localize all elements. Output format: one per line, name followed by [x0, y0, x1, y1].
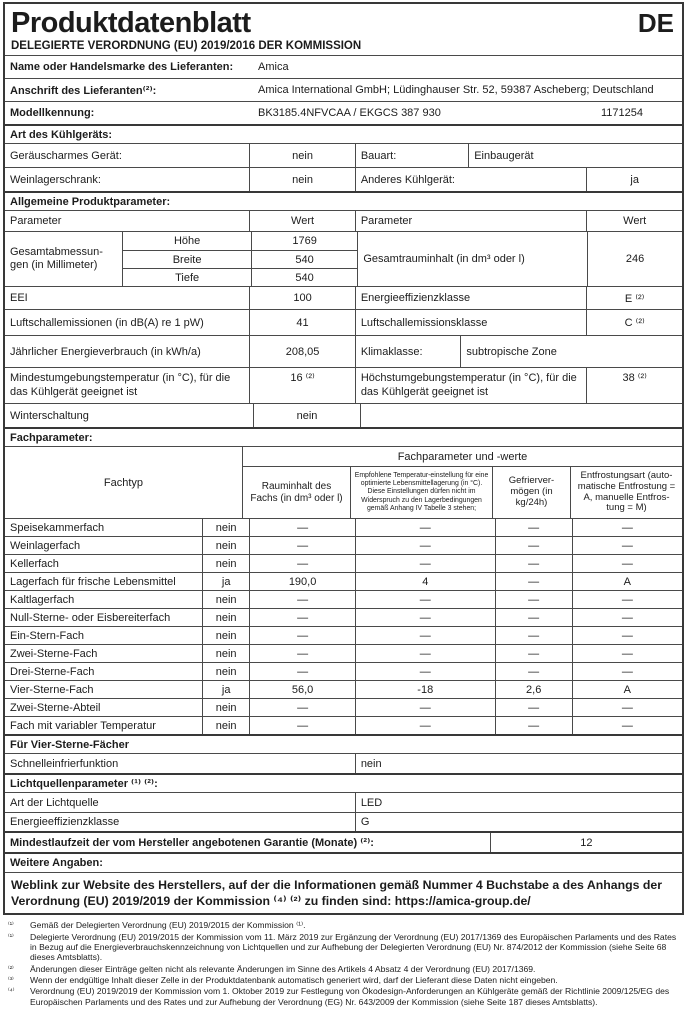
regulation-subtitle: DELEGIERTE VERORDNUNG (EU) 2019/2016 DER KOMMISSION [11, 40, 362, 52]
noise-label: Luftschallemissionen (in dB(A) re 1 pW) [10, 316, 204, 329]
other-appliance-label: Anderes Kühlgerät: [355, 168, 587, 191]
weblink-row [5, 872, 682, 913]
compartment-temp: — [355, 663, 495, 680]
compartment-name: Vier-Sterne-Fach [10, 683, 94, 696]
width-label: Breite [172, 253, 202, 266]
compartment-present: nein [202, 645, 249, 662]
compartment-name: Ein-Stern-Fach [10, 629, 84, 642]
footnote-marker: ⁽¹⁾ [8, 933, 14, 941]
table-row [5, 662, 682, 680]
footnote-text: Änderungen dieser Einträge gelten nicht als relevante Änderungen im Sinne des Artikels 4 Absatz 4 der Verordnung (EU) 2017/1369. [30, 963, 536, 974]
light-source-label: Art der Lichtquelle [10, 796, 99, 809]
compartment-defrost: — [572, 645, 682, 662]
compartment-volume: — [249, 591, 354, 608]
winter-setting-label: Winterschaltung [10, 409, 89, 422]
climate-class-value: subtropische Zone [460, 336, 682, 367]
supplier-address-label: Anschrift des Lieferanten⁽²⁾: [10, 84, 157, 97]
fast-freeze-label: Schnelleinfrierfunktion [10, 757, 119, 770]
compartment-name: Drei-Sterne-Fach [10, 665, 95, 678]
table-row [5, 626, 682, 644]
compartment-name: Null-Sterne- oder Eisbereiterfach [10, 611, 171, 624]
dimensions-subtable [122, 232, 357, 286]
light-class-row [5, 812, 682, 831]
compartment-defrost: — [572, 609, 682, 626]
eei-label: EEI [10, 292, 28, 304]
volume-column-header: Rauminhalt des Fachs (in dm³ oder l) [250, 481, 343, 504]
dimensions-row [5, 231, 682, 286]
max-ambient-label: Höchstumgebungstemperatur (in °C), für die das Kühlgerät geeignet ist [355, 368, 587, 403]
general-column-header-row [5, 210, 682, 231]
energy-class-value: E ⁽²⁾ [586, 287, 682, 309]
temp-setting-column-header: Empfohlene Temperatur-einstellung für eine optimierte Lebensmittellagerung (in °C). Diese Einstellungen dürfen nicht im Widerspruch zu den Lagerbedingungen gemäß Anhang IV Tabelle 3 stehen; [350, 467, 492, 518]
compartment-volume: — [249, 519, 354, 536]
freezing-capacity-column-header: Gefriervermögen (in kg/24h) [492, 467, 570, 518]
section-general-title: Allgemeine Produktparameter: [10, 195, 171, 208]
section-type-header-row [5, 124, 682, 143]
datasheet-table [3, 2, 684, 915]
footnote-text: Wenn der endgültige Inhalt dieser Zelle in der Produktdatenbank automatisch generiert wird, darf der Lieferant diese Daten nicht eingeben. [30, 975, 558, 985]
section-general-header-row [5, 191, 682, 210]
compartment-present: nein [202, 591, 249, 608]
wine-storage-label: Weinlagerschrank: [10, 173, 101, 186]
table-row [5, 554, 682, 572]
compartment-temp: — [355, 537, 495, 554]
footnotes [3, 915, 684, 1007]
compartment-present: nein [202, 519, 249, 536]
fast-freeze-value: nein [355, 754, 682, 773]
width-value: 540 [251, 251, 358, 268]
model-id-value: BK3185.4NFVCAA / EKGCS 387 930 [258, 107, 441, 119]
min-ambient-label: Mindestumgebungstemperatur (in °C), für die das Kühlgerät geeignet ist [10, 372, 231, 398]
compartment-defrost: A [572, 681, 682, 698]
climate-class-label: Klimaklasse: [355, 336, 461, 367]
footnote-marker: ⁽¹⁾ [8, 922, 14, 930]
compartment-volume: — [249, 663, 354, 680]
table-row [5, 698, 682, 716]
compartment-name: Kellerfach [10, 557, 59, 570]
compartment-present: nein [202, 717, 249, 734]
height-value: 1769 [251, 232, 358, 250]
compartment-temp: — [355, 627, 495, 644]
compartment-temp: — [355, 645, 495, 662]
compartment-defrost: A [572, 573, 682, 590]
design-label: Bauart: [355, 144, 468, 167]
footnote [8, 986, 680, 1007]
footnote-marker: ⁽⁴⁾ [8, 988, 15, 996]
compartment-defrost: — [572, 537, 682, 554]
compartment-present: nein [202, 663, 249, 680]
compartment-volume: 56,0 [249, 681, 354, 698]
compartment-defrost: — [572, 627, 682, 644]
noise-class-label: Luftschallemissionsklasse [355, 310, 587, 335]
depth-value: 540 [251, 269, 358, 286]
param-right-header: Parameter [355, 211, 587, 231]
compartment-volume: — [249, 627, 354, 644]
footnote-text: Verordnung (EU) 2019/2019 der Kommission vom 1. Oktober 2019 zur Festlegung von Ökodesign-Anforderungen an Kühlgeräte gemäß der Richtlinie 2009/125/EG des Europäischen Parlaments und des Rates und zur Aufhebung der Verordnung (EG) Nr. 643/2009 der Kommission (siehe Seite 187 dieses Amtsblatts). [30, 986, 670, 1007]
compartment-volume: — [249, 609, 354, 626]
total-volume-value: 246 [587, 232, 682, 286]
table-row [5, 716, 682, 734]
compartment-freeze: — [495, 699, 572, 716]
compartment-present: nein [202, 537, 249, 554]
compartment-name: Kaltlagerfach [10, 593, 75, 606]
warranty-row [5, 831, 682, 852]
fachtyp-header: Fachtyp [103, 476, 144, 489]
section-light-header-row [5, 773, 682, 792]
footnote [8, 975, 680, 985]
noise-row [5, 309, 682, 335]
supplier-name-row [5, 55, 682, 78]
compartment-defrost: — [572, 519, 682, 536]
warranty-label: Mindestlaufzeit der vom Hersteller angebotenen Garantie (Monate) ⁽²⁾: [10, 837, 374, 849]
compartment-present: nein [202, 555, 249, 572]
max-ambient-value: 38 ⁽²⁾ [586, 368, 682, 403]
defrost-type-column-header: Entfrostungsart (automatische Entfrostung = A, manuelle Entfrostung = M) [570, 467, 682, 518]
compartment-freeze: — [495, 591, 572, 608]
min-ambient-value: 16 ⁽²⁾ [249, 368, 355, 403]
supplier-name-value: Amica [258, 61, 289, 73]
manufacturer-weblink[interactable]: Weblink zur Website des Herstellers, auf der die Informationen gemäß Nummer 4 Buchstabe a des Anhangs der Verordnung (EU) 2019/2019 der Kommission ⁽⁴⁾ ⁽²⁾ zu finden sind: https://amica-group.de/ [11, 878, 662, 909]
compartment-name: Zwei-Sterne-Fach [10, 647, 98, 660]
page-title: Produktdatenblatt [11, 7, 251, 39]
header [5, 4, 682, 40]
compartment-volume: — [249, 555, 354, 572]
section-light-title: Lichtquellenparameter ⁽¹⁾ ⁽²⁾: [10, 778, 158, 790]
ambient-temperature-row [5, 367, 682, 403]
compartment-present: ja [202, 681, 249, 698]
wert-left-header: Wert [249, 211, 355, 231]
dimensions-label: Gesamtabmessungen (in Millimeter) [10, 245, 103, 271]
model-id-row [5, 101, 682, 124]
noise-value: 41 [249, 310, 355, 335]
compartment-temp: — [355, 717, 495, 734]
table-row [5, 608, 682, 626]
low-noise-value: nein [249, 144, 355, 167]
energy-class-label: Energieeffizienzklasse [355, 287, 587, 309]
compartment-params-group-header: Fachparameter und -werte [243, 447, 682, 467]
compartment-defrost: — [572, 591, 682, 608]
table-row [5, 143, 682, 167]
compartment-present: nein [202, 609, 249, 626]
compartment-present: nein [202, 627, 249, 644]
compartment-temp: 4 [355, 573, 495, 590]
table-row [5, 572, 682, 590]
compartment-temp: — [355, 591, 495, 608]
section-four-star-title: Für Vier-Sterne-Fächer [10, 738, 130, 751]
language-code: DE [637, 8, 674, 38]
compartment-temp: — [355, 609, 495, 626]
light-source-row [5, 792, 682, 812]
section-compartments-title: Fachparameter: [10, 431, 93, 444]
supplier-name-label: Name oder Handelsmarke des Lieferanten: [10, 61, 234, 73]
table-row [5, 680, 682, 698]
table-row [5, 590, 682, 608]
annual-energy-label: Jährlicher Energieverbrauch (in kWh/a) [10, 345, 201, 358]
compartment-freeze: — [495, 627, 572, 644]
compartment-freeze: — [495, 573, 572, 590]
section-four-star-header-row [5, 734, 682, 753]
table-row [5, 518, 682, 536]
compartment-freeze: — [495, 717, 572, 734]
wine-storage-value: nein [249, 168, 355, 191]
supplier-address-value: Amica International GmbH; Lüdinghauser Str. 52, 59387 Ascheberg; Deutschland [258, 84, 654, 96]
compartment-volume: — [249, 699, 354, 716]
compartment-temp: — [355, 519, 495, 536]
light-class-value: G [355, 813, 682, 831]
compartment-freeze: — [495, 645, 572, 662]
table-row [5, 644, 682, 662]
table-row [123, 232, 357, 250]
compartment-defrost: — [572, 663, 682, 680]
footnote [8, 964, 680, 974]
winter-setting-value: nein [253, 404, 360, 427]
compartment-name: Zwei-Sterne-Abteil [10, 701, 101, 714]
footnote-text: Gemäß der Delegierten Verordnung (EU) 2019/2015 der Kommission ⁽¹⁾. [30, 920, 306, 931]
compartment-params-header [242, 447, 682, 518]
compartment-name: Fach mit variabler Temperatur [10, 719, 156, 732]
table-row [5, 167, 682, 191]
compartments-table-header [5, 446, 682, 518]
compartment-present: ja [202, 573, 249, 590]
eei-row [5, 286, 682, 309]
footnote [8, 920, 680, 930]
footnote-text: Delegierte Verordnung (EU) 2019/2015 der Kommission vom 11. März 2019 zur Ergänzung der Verordnung (EU) 2017/1369 des Europäischen Parlaments und des Rates in Bezug auf die Energieverbrauchskennzeichnung von Lichtquellen und zur Aufhebung der Delegierten Verordnung (EU) Nr. 874/2012 der Kommission (siehe Seite 68 dieses Amtsblatts). [30, 931, 677, 963]
compartment-freeze: — [495, 519, 572, 536]
model-number: 1171254 [600, 107, 643, 119]
compartment-volume: — [249, 537, 354, 554]
light-source-value: LED [355, 793, 682, 812]
section-compartments-header-row [5, 427, 682, 446]
compartment-freeze: 2,6 [495, 681, 572, 698]
supplier-address-row [5, 78, 682, 101]
other-appliance-value: ja [586, 168, 682, 191]
compartment-temp: — [355, 555, 495, 572]
empty-cell [360, 404, 682, 427]
compartment-defrost: — [572, 699, 682, 716]
depth-label: Tiefe [175, 271, 200, 284]
compartment-name: Speisekammerfach [10, 521, 105, 534]
noise-class-value: C ⁽²⁾ [586, 310, 682, 335]
warranty-value: 12 [490, 833, 682, 852]
table-row [5, 536, 682, 554]
compartment-freeze: — [495, 537, 572, 554]
winter-setting-row [5, 403, 682, 427]
compartment-volume: — [249, 645, 354, 662]
compartment-present: nein [202, 699, 249, 716]
section-additional-header-row [5, 852, 682, 872]
param-left-header: Parameter [10, 215, 62, 227]
compartment-name: Weinlagerfach [10, 539, 81, 552]
annual-energy-value: 208,05 [249, 336, 355, 367]
energy-consumption-row [5, 335, 682, 367]
design-value: Einbaugerät [468, 144, 682, 167]
compartment-freeze: — [495, 555, 572, 572]
total-volume-label: Gesamtrauminhalt (in dm³ oder l) [357, 232, 587, 286]
compartment-name: Lagerfach für frische Lebensmittel [10, 575, 176, 588]
table-row [123, 268, 357, 286]
compartment-freeze: — [495, 609, 572, 626]
compartment-temp: — [355, 699, 495, 716]
compartment-defrost: — [572, 717, 682, 734]
wert-right-header: Wert [586, 211, 682, 231]
compartment-volume: 190,0 [249, 573, 354, 590]
compartment-freeze: — [495, 663, 572, 680]
model-id-label: Modellkennung: [10, 107, 95, 119]
footnote [8, 932, 680, 963]
section-additional-title: Weitere Angaben: [10, 857, 103, 869]
low-noise-label: Geräuscharmes Gerät: [10, 149, 122, 162]
height-label: Höhe [173, 235, 201, 247]
footnote-marker: ⁽³⁾ [8, 977, 14, 984]
compartment-defrost: — [572, 555, 682, 572]
section-type-title: Art des Kühlgeräts: [10, 128, 113, 141]
compartment-volume: — [249, 717, 354, 734]
light-class-label: Energieeffizienzklasse [10, 816, 120, 828]
fast-freeze-row [5, 753, 682, 773]
table-row [123, 250, 357, 268]
eei-value: 100 [249, 287, 355, 309]
footnote-marker: ⁽²⁾ [8, 965, 14, 973]
compartment-temp: -18 [355, 681, 495, 698]
